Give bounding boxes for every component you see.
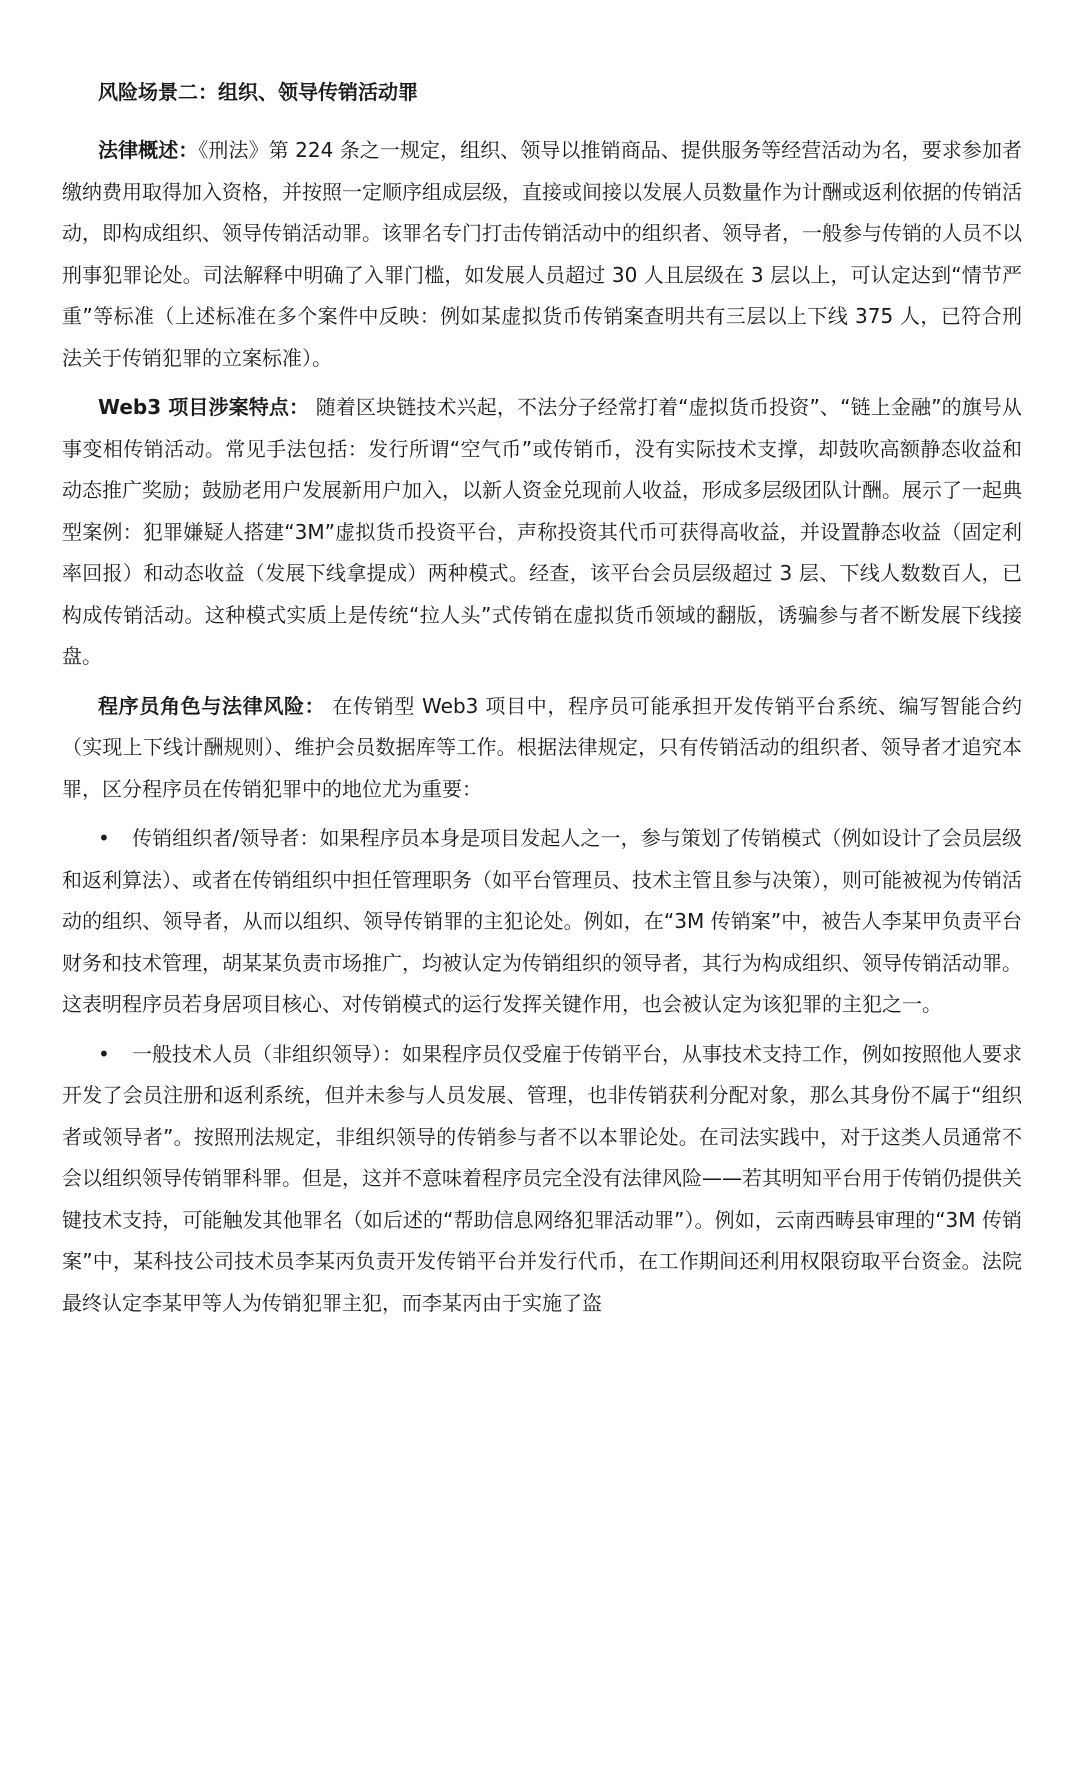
bullet-item-technician xyxy=(62,1034,1022,1325)
document-page xyxy=(62,60,1022,1332)
programmer-risk-text: 在传销型 Web3 项目中，程序员可能承担开发传销平台系统、编写智能合约（实现上下线计酬规则）、维护会员数据库等工作。根据法律规定，只有传销活动的组织者、领导者才追究本罪，区分程序员在传销犯罪中的地位尤为重要： xyxy=(62,693,1023,801)
web3-features-paragraph xyxy=(62,387,1022,678)
bullet-item-organizer xyxy=(62,818,1022,1026)
bullet-dot-icon: • xyxy=(98,1041,110,1066)
web3-features-text: 随着区块链技术兴起，不法分子经常打着“虚拟货币投资”、“链上金融”的旗号从事变相传销活动。常见手法包括：发行所谓“空气币”或传销币，没有实际技术支撑，却鼓吹高额静态收益和动态推广奖励；鼓励老用户发展新用户加入，以新人资金兑现前人收益，形成多层级团队计酬。展示了一起典型案例：犯罪嫌疑人搭建“3M”虚拟货币投资平台，声称投资其代币可获得高收益，并设置静态收益（固定利率回报）和动态收益（发展下线拿提成）两种模式。经查，该平台会员层级超过 3 层、下线人数数百人，已构成传销活动。这种模式实质上是传统“拉人头”式传销在虚拟货币领域的翻版，诱骗参与者不断发展下线接盘。 xyxy=(62,395,1023,668)
section-heading: 风险场景二：组织、领导传销活动罪 xyxy=(98,80,418,104)
bullet-dot-icon: • xyxy=(98,826,110,850)
legal-overview-text: 《刑法》第 224 条之一规定，组织、领导以推销商品、提供服务等经营活动为名，要求参加者缴纳费用取得加入资格，并按照一定顺序组成层级，直接或间接以发展人员数量作为计酬或返利依据的传销活动，即构成组织、领导传销活动罪。该罪名专门打击传销活动中的组织者、领导者，一般参与传销的人员不以刑事犯罪论处。司法解释中明确了入罪门槛，如发展人员超过 30 人且层级在 3 层以上，可认定达到“情节严重”等标准（上述标准在多个案件中反映：例如某虚拟货币传销案查明共有三层以上下线 375 人，已符合刑法关于传销犯罪的立案标准）。 xyxy=(62,138,1023,370)
web3-features-label: Web3 项目涉案特点： xyxy=(98,395,310,419)
legal-overview-label: 法律概述： xyxy=(98,138,199,162)
bullet-text: 传销组织者/领导者：如果程序员本身是项目发起人之一，参与策划了传销模式（例如设计了会员层级和返利算法）、或者在传销组织中担任管理职务（如平台管理员、技术主管且参与决策），则可能被视为传销活动的组织、领导者，从而以组织、领导传销罪的主犯论处。例如，在“3M 传销案”中，被告人李某甲负责平台财务和技术管理，胡某某负责市场推广，均被认定为传销组织的领导者，其行为构成组织、领导传销活动罪。这表明程序员若身居项目核心、对传销模式的运行发挥关键作用，也会被认定为该犯罪的主犯之一。 xyxy=(62,826,1022,1016)
programmer-risk-label: 程序员角色与法律风险： xyxy=(98,693,326,718)
bullet-text: 一般技术人员（非组织领导）：如果程序员仅受雇于传销平台，从事技术支持工作，例如按照他人要求开发了会员注册和返利系统，但并未参与人员发展、管理，也非传销获利分配对象，那么其身份不属于“组织者或领导者”。按照刑法规定，非组织领导的传销参与者不以本罪论处。在司法实践中，对于这类人员通常不会以组织领导传销罪科罪。但是，这并不意味着程序员完全没有法律风险——若其明知平台用于传销仍提供关键技术支持，可能触发其他罪名（如后述的“帮助信息网络犯罪活动罪”）。例如，云南西畴县审理的“3M 传销案”中，某科技公司技术员李某丙负责开发传销平台并发行代币，在工作期间还利用权限窃取平台资金。法院最终认定李某甲等人为传销犯罪主犯，而李某丙由于实施了盗 xyxy=(62,1041,1022,1315)
legal-overview-paragraph xyxy=(62,130,1022,379)
programmer-risk-paragraph xyxy=(62,686,1022,811)
